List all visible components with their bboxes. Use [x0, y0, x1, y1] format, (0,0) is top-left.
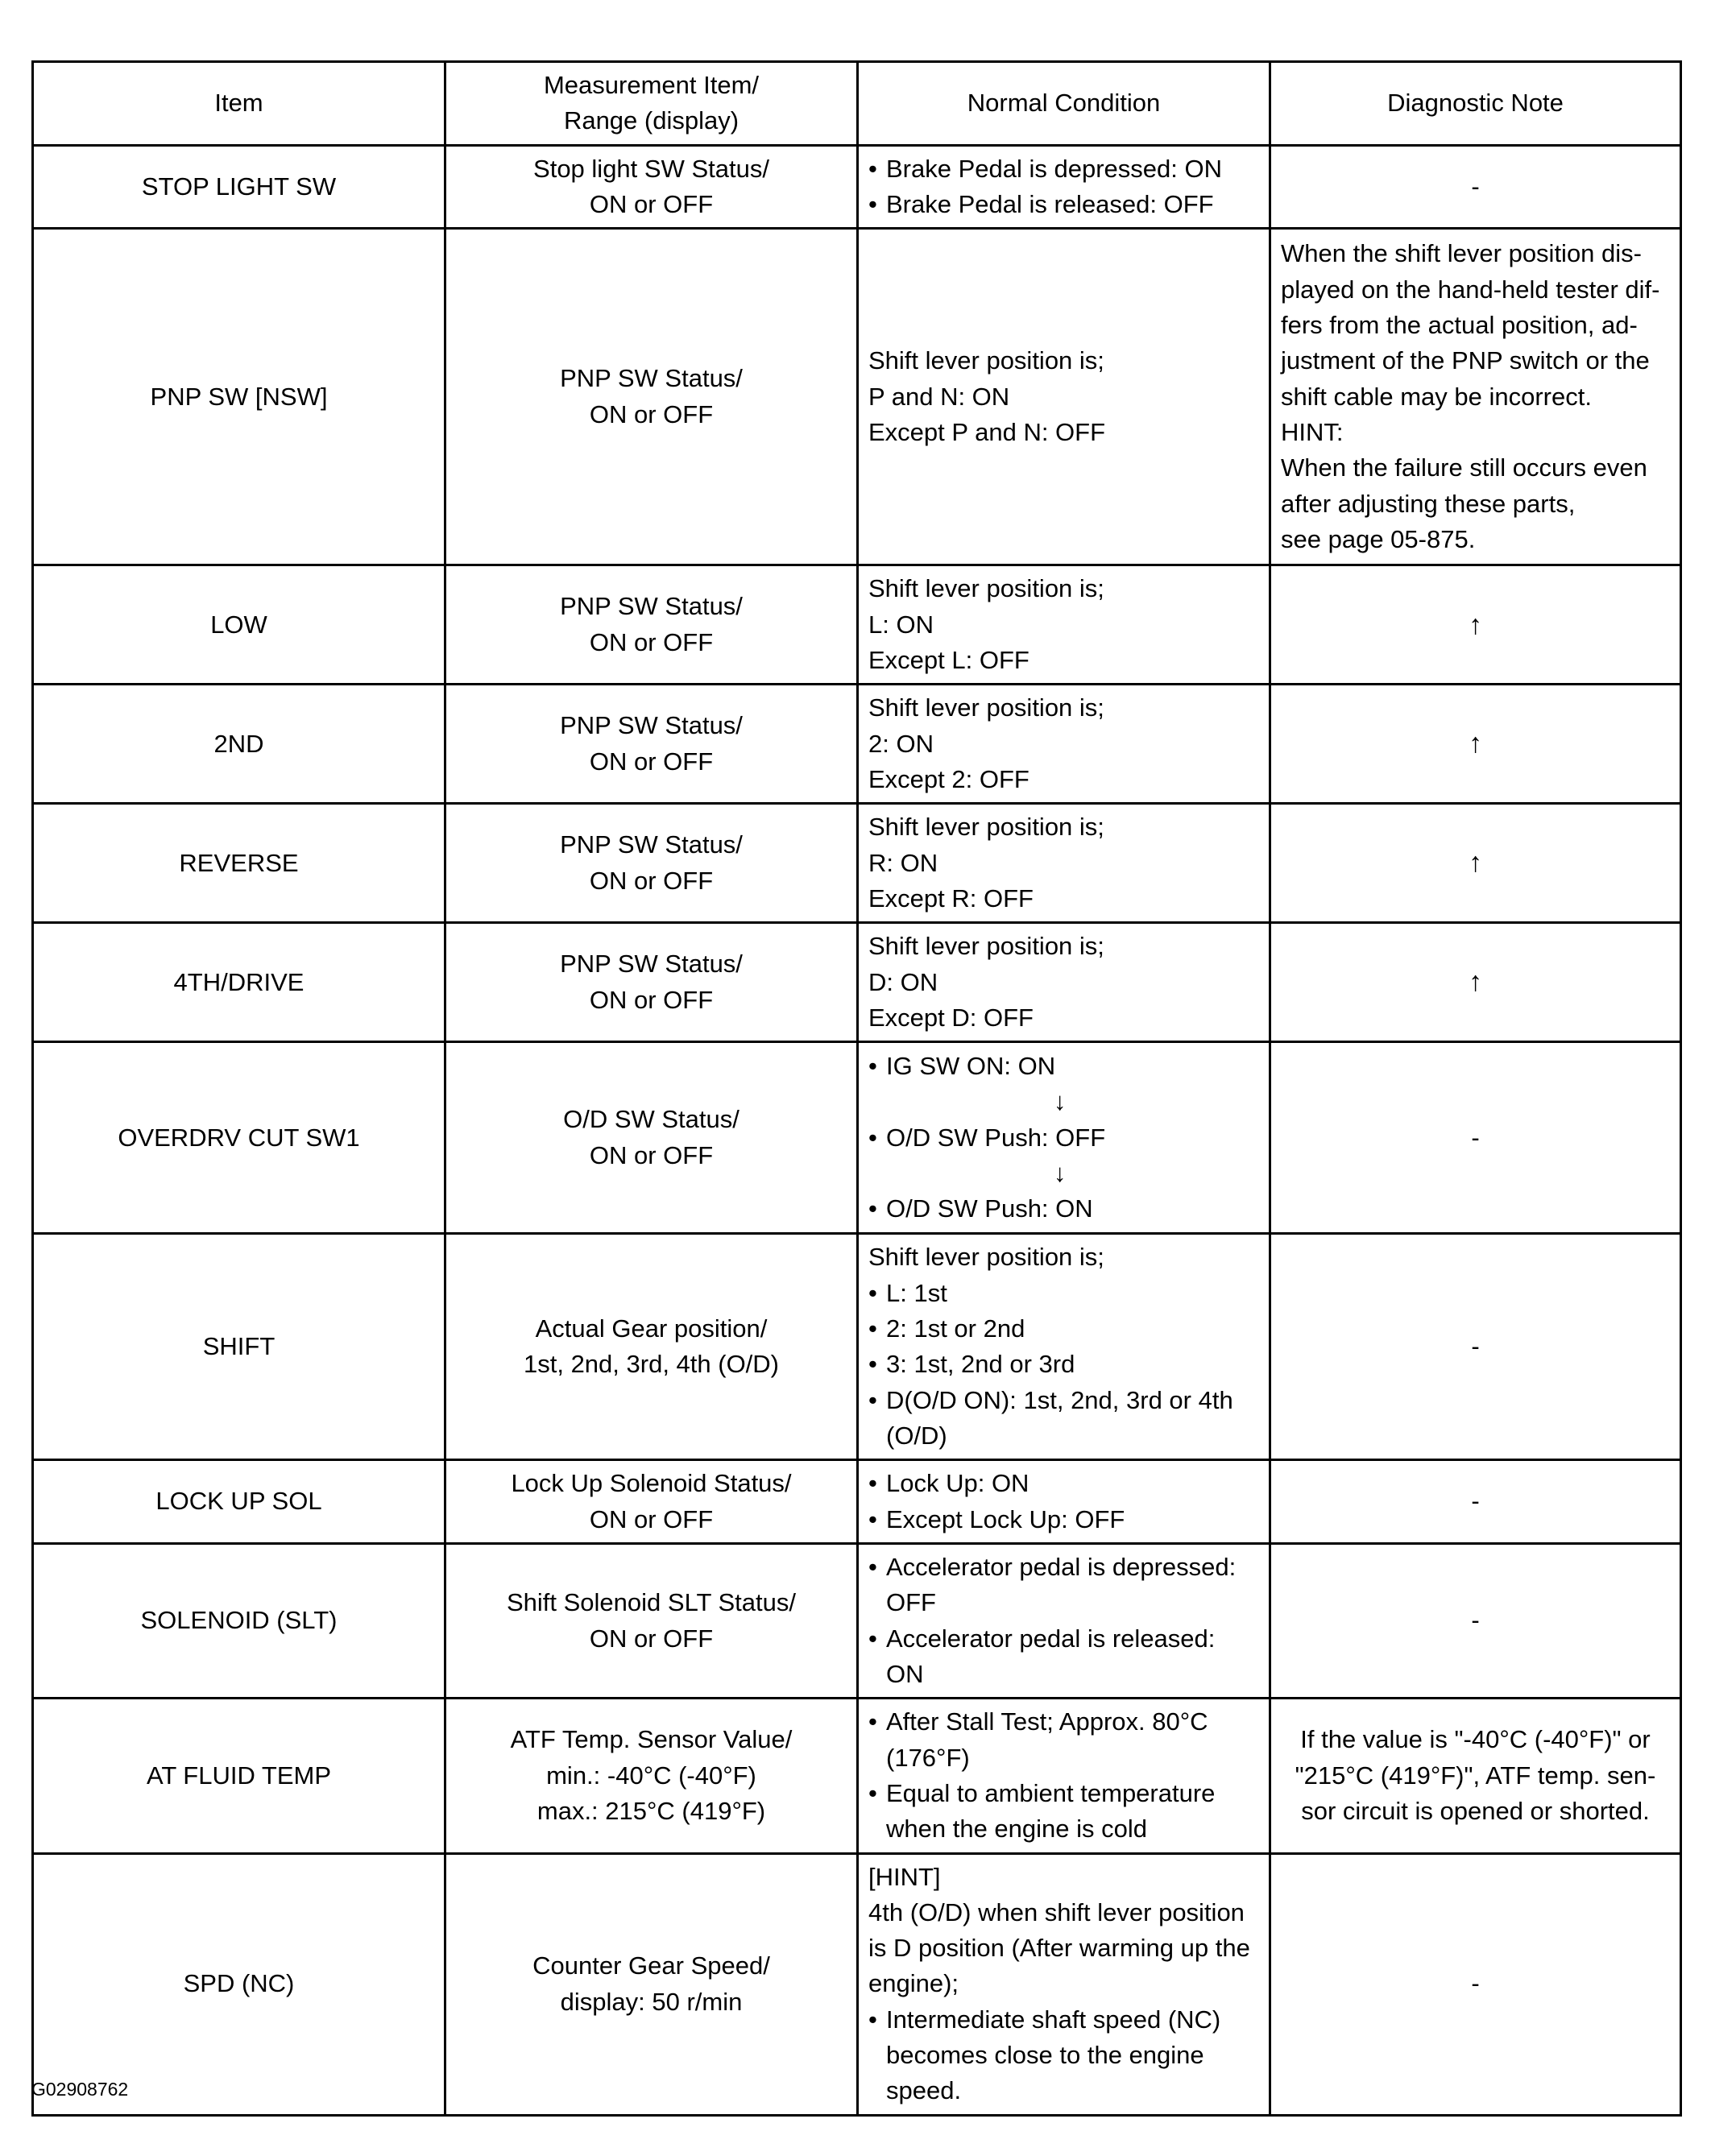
- measurement-cell: [445, 1234, 858, 1460]
- condition-line: Shift lever position is;: [868, 813, 1104, 842]
- measurement-line: PNP SW Status/: [560, 711, 743, 740]
- normal-condition-cell: [858, 229, 1270, 565]
- condition-line: Except L: OFF: [868, 645, 1030, 674]
- measurement-line: ON or OFF: [589, 627, 714, 656]
- note-line: -: [1471, 1606, 1480, 1635]
- item-cell: REVERSE: [33, 804, 445, 923]
- normal-condition-cell: [858, 565, 1270, 685]
- table-row: [33, 145, 1681, 229]
- condition-line: 4th (O/D) when shift lever position is D position (After warming up the engine);: [868, 1897, 1250, 1998]
- ditto-arrow-icon: ↑: [1469, 609, 1482, 640]
- ditto-arrow-icon: ↑: [1469, 847, 1482, 879]
- header-item: Item: [33, 62, 445, 146]
- condition-line: L: ON: [868, 610, 934, 639]
- diagnostic-note-cell: [1270, 1460, 1681, 1544]
- diagnostic-note-cell: [1270, 1042, 1681, 1234]
- bullet-item: • O/D SW Push: OFF: [868, 1120, 1259, 1156]
- condition-line: D: ON: [868, 967, 938, 996]
- diagnostic-note-cell: [1270, 685, 1681, 804]
- condition-line: Except 2: OFF: [868, 764, 1030, 793]
- diagnostic-note-cell: [1270, 1699, 1681, 1853]
- note-line: played on the hand-held tester dif-: [1281, 275, 1660, 304]
- bullet-item: • D(O/D ON): 1st, 2nd, 3rd or 4th (O/D): [868, 1383, 1259, 1455]
- measurement-cell: [445, 145, 858, 229]
- measurement-line: 1st, 2nd, 3rd, 4th (O/D): [523, 1350, 780, 1379]
- normal-condition-cell: [858, 685, 1270, 804]
- diagnostic-note-cell: [1270, 1853, 1681, 2115]
- measurement-line: PNP SW Status/: [560, 950, 743, 979]
- item-cell: OVERDRV CUT SW1: [33, 1042, 445, 1234]
- normal-condition-cell: [858, 1853, 1270, 2115]
- measurement-cell: [445, 229, 858, 565]
- normal-condition-cell: [858, 1543, 1270, 1698]
- condition-line: P and N: ON: [868, 382, 1010, 411]
- condition-line: [HINT]: [868, 1862, 941, 1891]
- measurement-cell: [445, 1042, 858, 1234]
- note-line: sor circuit is opened or shorted.: [1301, 1797, 1650, 1825]
- down-arrow-icon: ↓: [1054, 1158, 1067, 1187]
- item-cell: 2ND: [33, 685, 445, 804]
- table-row: [33, 1699, 1681, 1853]
- diagnostic-data-table: [31, 60, 1682, 2117]
- measurement-line: Lock Up Solenoid Status/: [511, 1469, 792, 1498]
- measurement-cell: [445, 685, 858, 804]
- table-body: [33, 145, 1681, 2115]
- bullet-item: • Except Lock Up: OFF: [868, 1502, 1259, 1537]
- note-line: after adjusting these parts,: [1281, 489, 1576, 518]
- header-diagnostic-note: Diagnostic Note: [1270, 62, 1681, 146]
- diagnostic-note-cell: [1270, 145, 1681, 229]
- header-measurement-item: Measurement Item/ Range (display): [445, 62, 858, 146]
- item-cell: SOLENOID (SLT): [33, 1543, 445, 1698]
- measurement-cell: [445, 804, 858, 923]
- table-row: [33, 1042, 1681, 1234]
- item-cell: LOCK UP SOL: [33, 1460, 445, 1544]
- measurement-line: Actual Gear position/: [535, 1314, 768, 1343]
- condition-line: Shift lever position is;: [868, 932, 1104, 961]
- diagnostic-note-cell: [1270, 1543, 1681, 1698]
- bullet-item: • Intermediate shaft speed (NC) becomes close to the engine speed.: [868, 2002, 1259, 2109]
- diagnostic-note-cell: [1270, 565, 1681, 685]
- diagnostic-note-cell: [1270, 804, 1681, 923]
- condition-line: 2: ON: [868, 729, 934, 758]
- item-cell: SPD (NC): [33, 1853, 445, 2115]
- table-row: [33, 565, 1681, 685]
- header-normal-condition: Normal Condition: [858, 62, 1270, 146]
- condition-line: Except D: OFF: [868, 1003, 1034, 1032]
- bullet-item: • Brake Pedal is depressed: ON: [868, 151, 1259, 187]
- diagnostic-note-cell: [1270, 1234, 1681, 1460]
- condition-line: R: ON: [868, 848, 938, 877]
- table-row: [33, 923, 1681, 1042]
- measurement-line: ON or OFF: [589, 1624, 714, 1653]
- condition-line: Except R: OFF: [868, 884, 1034, 912]
- note-line: When the shift lever position dis-: [1281, 239, 1642, 268]
- bullet-item: • L: 1st: [868, 1276, 1259, 1311]
- measurement-line: Shift Solenoid SLT Status/: [506, 1588, 796, 1617]
- table-row: [33, 1460, 1681, 1544]
- ditto-arrow-icon: ↑: [1469, 728, 1482, 759]
- table-row: [33, 1234, 1681, 1460]
- diagnostic-note-cell: [1270, 923, 1681, 1042]
- note-line: fers from the actual position, ad-: [1281, 310, 1638, 339]
- note-line: shift cable may be incorrect.: [1281, 382, 1592, 411]
- measurement-line: ON or OFF: [589, 399, 714, 428]
- table-row: [33, 804, 1681, 923]
- measurement-line: Stop light SW Status/: [533, 154, 769, 183]
- bullet-item: • After Stall Test; Approx. 80°C (176°F): [868, 1704, 1259, 1776]
- measurement-line: ON or OFF: [589, 747, 714, 776]
- bullet-item: • 3: 1st, 2nd or 3rd: [868, 1347, 1259, 1382]
- bullet-item: • Accelerator pedal is depressed: OFF: [868, 1550, 1259, 1621]
- normal-condition-cell: [858, 145, 1270, 229]
- measurement-line: PNP SW Status/: [560, 364, 743, 393]
- note-line: HINT:: [1281, 417, 1344, 446]
- measurement-line: ATF Temp. Sensor Value/: [510, 1725, 793, 1754]
- bullet-item: • O/D SW Push: ON: [868, 1191, 1259, 1227]
- item-cell: 4TH/DRIVE: [33, 923, 445, 1042]
- measurement-cell: [445, 923, 858, 1042]
- measurement-cell: [445, 1543, 858, 1698]
- normal-condition-cell: [858, 804, 1270, 923]
- down-arrow-icon: ↓: [1054, 1087, 1067, 1116]
- note-line: "215°C (419°F)", ATF temp. sen-: [1295, 1761, 1656, 1790]
- measurement-line: ON or OFF: [589, 189, 714, 218]
- note-line: -: [1471, 1487, 1480, 1516]
- note-line: If the value is "-40°C (-40°F)" or: [1300, 1725, 1651, 1754]
- note-line: -: [1471, 1123, 1480, 1152]
- measurement-cell: [445, 1460, 858, 1544]
- normal-condition-cell: [858, 1460, 1270, 1544]
- table-row: [33, 229, 1681, 565]
- item-cell: PNP SW [NSW]: [33, 229, 445, 565]
- bullet-item: • IG SW ON: ON: [868, 1049, 1259, 1084]
- measurement-line: ON or OFF: [589, 1140, 714, 1169]
- condition-line: Shift lever position is;: [868, 574, 1104, 603]
- table-row: [33, 685, 1681, 804]
- note-line: justment of the PNP switch or the: [1281, 346, 1650, 375]
- condition-line: Except P and N: OFF: [868, 417, 1106, 446]
- note-line: -: [1471, 172, 1480, 201]
- note-line: see page 05-875.: [1281, 524, 1476, 553]
- bullet-item: • 2: 1st or 2nd: [868, 1311, 1259, 1347]
- measurement-line: max.: 215°C (419°F): [536, 1797, 766, 1825]
- measurement-line: Counter Gear Speed/: [532, 1951, 770, 1980]
- measurement-line: min.: -40°C (-40°F): [546, 1761, 756, 1790]
- diagnostic-note-cell: [1270, 229, 1681, 565]
- item-cell: STOP LIGHT SW: [33, 145, 445, 229]
- header-row: [33, 62, 1681, 146]
- bullet-item: • Lock Up: ON: [868, 1466, 1259, 1501]
- note-line: When the failure still occurs even: [1281, 453, 1647, 482]
- table-row: [33, 1543, 1681, 1698]
- normal-condition-cell: [858, 923, 1270, 1042]
- ditto-arrow-icon: ↑: [1469, 966, 1482, 998]
- measurement-line: display: 50 r/min: [560, 1987, 743, 2016]
- note-line: -: [1471, 1969, 1480, 1998]
- condition-line: Shift lever position is;: [868, 346, 1104, 375]
- measurement-cell: [445, 1699, 858, 1853]
- normal-condition-cell: [858, 1234, 1270, 1460]
- bullet-item: • Accelerator pedal is released: ON: [868, 1621, 1259, 1693]
- measurement-cell: [445, 1853, 858, 2115]
- normal-condition-cell: [858, 1042, 1270, 1234]
- measurement-line: O/D SW Status/: [563, 1105, 740, 1134]
- condition-line: Shift lever position is;: [868, 693, 1104, 722]
- table-row: [33, 1853, 1681, 2115]
- normal-condition-cell: [858, 1699, 1270, 1853]
- measurement-cell: [445, 565, 858, 685]
- item-cell: SHIFT: [33, 1234, 445, 1460]
- figure-code: G02908762: [31, 2079, 129, 2100]
- measurement-line: ON or OFF: [589, 866, 714, 895]
- measurement-line: ON or OFF: [589, 1504, 714, 1533]
- item-cell: LOW: [33, 565, 445, 685]
- condition-line: Shift lever position is;: [868, 1243, 1104, 1272]
- bullet-item: • Brake Pedal is released: OFF: [868, 187, 1259, 222]
- note-line: -: [1471, 1332, 1480, 1361]
- measurement-line: PNP SW Status/: [560, 830, 743, 859]
- item-cell: AT FLUID TEMP: [33, 1699, 445, 1853]
- measurement-line: PNP SW Status/: [560, 592, 743, 621]
- bullet-item: • Equal to ambient temperature when the engine is cold: [868, 1776, 1259, 1848]
- measurement-line: ON or OFF: [589, 985, 714, 1014]
